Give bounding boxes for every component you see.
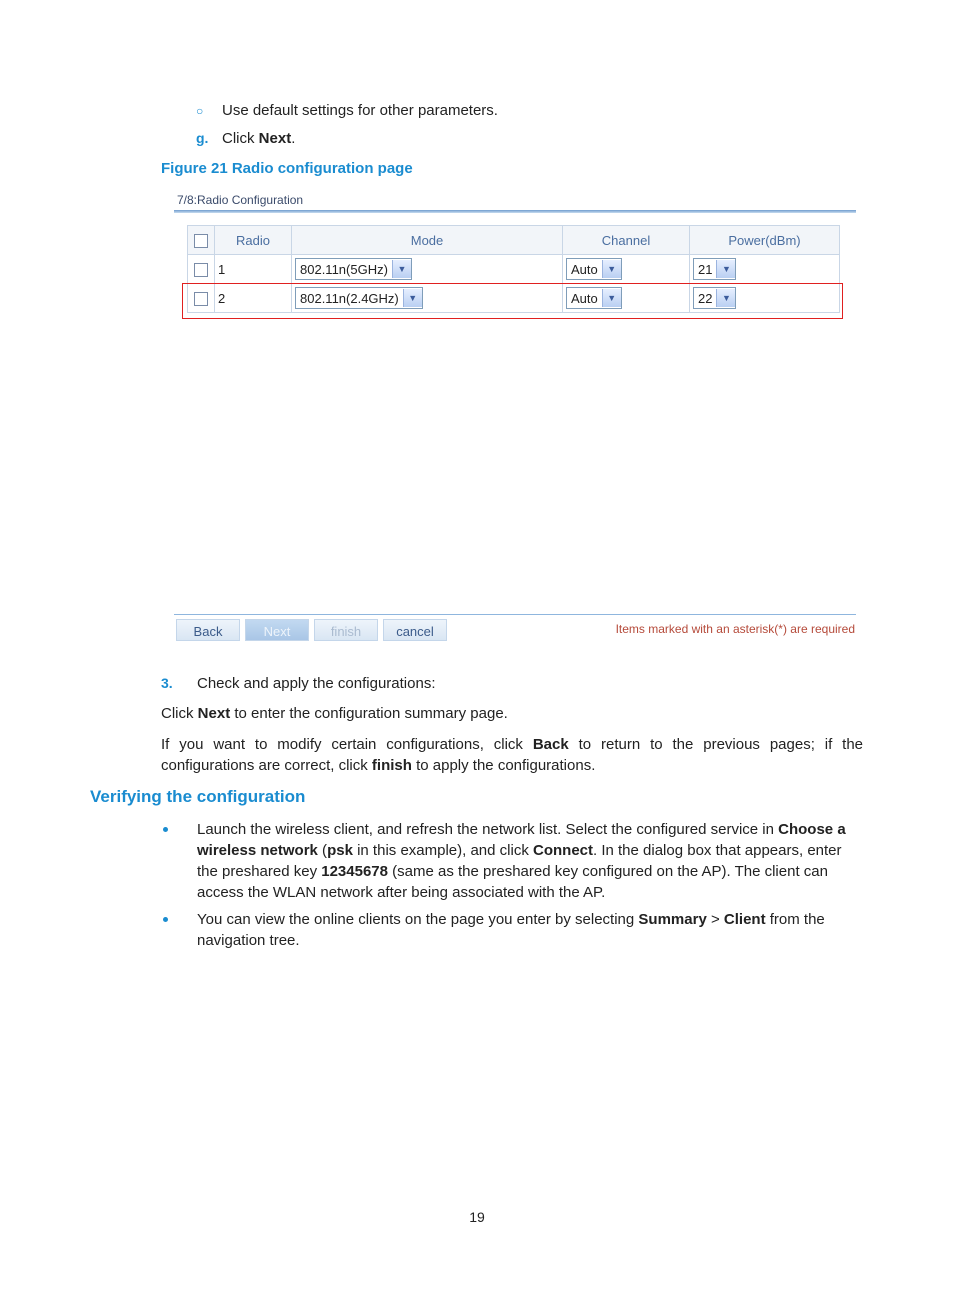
mode-value: 802.11n(2.4GHz) xyxy=(300,290,399,306)
b1-t4: . In the dialog box that appears, enter the preshared key xyxy=(197,842,842,880)
bullet-icon xyxy=(163,917,168,922)
mode-cell xyxy=(292,255,563,284)
b1-b4: 12345678 xyxy=(321,863,388,880)
col-channel[interactable]: Channel xyxy=(563,226,690,255)
cancel-button[interactable]: cancel xyxy=(383,619,447,641)
step3-text: Check and apply the configurations: xyxy=(197,675,436,692)
step-g-bold: Next xyxy=(258,130,292,147)
b1-t5: (same as the preshared key configured on the AP). The client can access the WLAN network after being associated with the AP. xyxy=(197,863,828,901)
bottom-divider xyxy=(174,614,856,615)
radio-id xyxy=(215,255,292,284)
bullet1-text xyxy=(197,819,863,903)
para2-t2: to return to the previous pages; if the configurations are correct, click xyxy=(161,736,864,774)
mode-select[interactable] xyxy=(295,258,412,280)
chevron-down-icon: ▼ xyxy=(602,260,621,278)
para1-b1: Next xyxy=(197,705,231,722)
finish-button[interactable]: finish xyxy=(314,619,378,641)
sub-bullet xyxy=(196,100,203,122)
radio-id-value: 1 xyxy=(218,261,226,277)
b2-t3: from the navigation tree. xyxy=(197,911,825,949)
row-highlight-box xyxy=(182,283,843,319)
col-power[interactable]: Power(dBm) xyxy=(690,226,840,255)
table-header-row xyxy=(188,226,840,255)
para2-b2: finish xyxy=(371,757,412,774)
col-radio[interactable]: Radio xyxy=(215,226,292,255)
channel-value: Auto xyxy=(571,261,598,277)
col-mode[interactable]: Mode xyxy=(292,226,563,255)
power-value: 22 xyxy=(698,290,713,306)
bullet2-text xyxy=(197,909,863,951)
required-note: Items marked with an asterisk(*) are required xyxy=(615,622,855,636)
b2-b1: Summary xyxy=(638,911,707,928)
b2-t1: You can view the online clients on the page you enter by selecting xyxy=(197,911,639,928)
circle-bullet-icon: ○ xyxy=(196,104,204,118)
title-divider xyxy=(174,210,856,213)
b2-t2: > xyxy=(706,911,724,928)
step-g-post: . xyxy=(291,130,296,147)
channel-value: Auto xyxy=(571,290,598,306)
chevron-down-icon: ▼ xyxy=(716,260,735,278)
row-checkbox[interactable] xyxy=(194,263,208,277)
section-heading: Verifying the configuration xyxy=(90,787,306,806)
step3-label: 3. xyxy=(161,675,173,691)
select-all-checkbox[interactable] xyxy=(194,234,208,248)
para-next xyxy=(161,703,508,724)
para2-t3: to apply the configurations. xyxy=(411,757,596,774)
para1-t1: Click xyxy=(161,705,198,722)
power-select[interactable] xyxy=(693,258,736,280)
b1-t2: ( xyxy=(317,842,328,859)
para-back-finish xyxy=(161,734,863,776)
b1-b1: Choose a wireless network xyxy=(197,821,846,859)
power-value: 21 xyxy=(698,261,713,277)
step-g-pre: Click xyxy=(222,130,259,147)
mode-value: 802.11n(5GHz) xyxy=(300,261,388,277)
chevron-down-icon: ▼ xyxy=(602,289,621,307)
radio-id-value: 2 xyxy=(218,290,226,306)
table-row xyxy=(188,255,840,284)
channel-select[interactable] xyxy=(566,258,622,280)
bullet-icon xyxy=(163,827,168,832)
back-button[interactable]: Back xyxy=(176,619,240,641)
row-checkbox-cell xyxy=(188,255,215,284)
power-cell xyxy=(690,255,840,284)
figure-caption: Figure 21 Radio configuration page xyxy=(161,160,413,177)
chevron-down-icon: ▼ xyxy=(403,289,422,307)
b1-t1: Launch the wireless client, and refresh the network list. Select the configured service in xyxy=(197,821,779,838)
sub-bullet-text: Use default settings for other parameters. xyxy=(222,102,498,119)
b1-b3: Connect xyxy=(533,842,593,859)
b1-b2: psk xyxy=(327,842,353,859)
channel-cell xyxy=(563,255,690,284)
chevron-down-icon: ▼ xyxy=(392,260,411,278)
next-button[interactable]: Next xyxy=(245,619,309,641)
chevron-down-icon: ▼ xyxy=(716,289,735,307)
b2-b2: Client xyxy=(723,911,766,928)
page-number: 19 xyxy=(469,1209,485,1225)
para1-t2: to enter the configuration summary page. xyxy=(230,705,508,722)
para2-t1: If you want to modify certain configurations, click xyxy=(161,736,533,753)
screenshot-title: 7/8:Radio Configuration xyxy=(177,193,304,207)
step-g-label: g. xyxy=(196,130,209,146)
select-all-cell xyxy=(188,226,215,255)
para2-b1: Back xyxy=(532,736,569,753)
b1-t3: in this example), and click xyxy=(352,842,533,859)
step-g-text xyxy=(222,128,295,149)
